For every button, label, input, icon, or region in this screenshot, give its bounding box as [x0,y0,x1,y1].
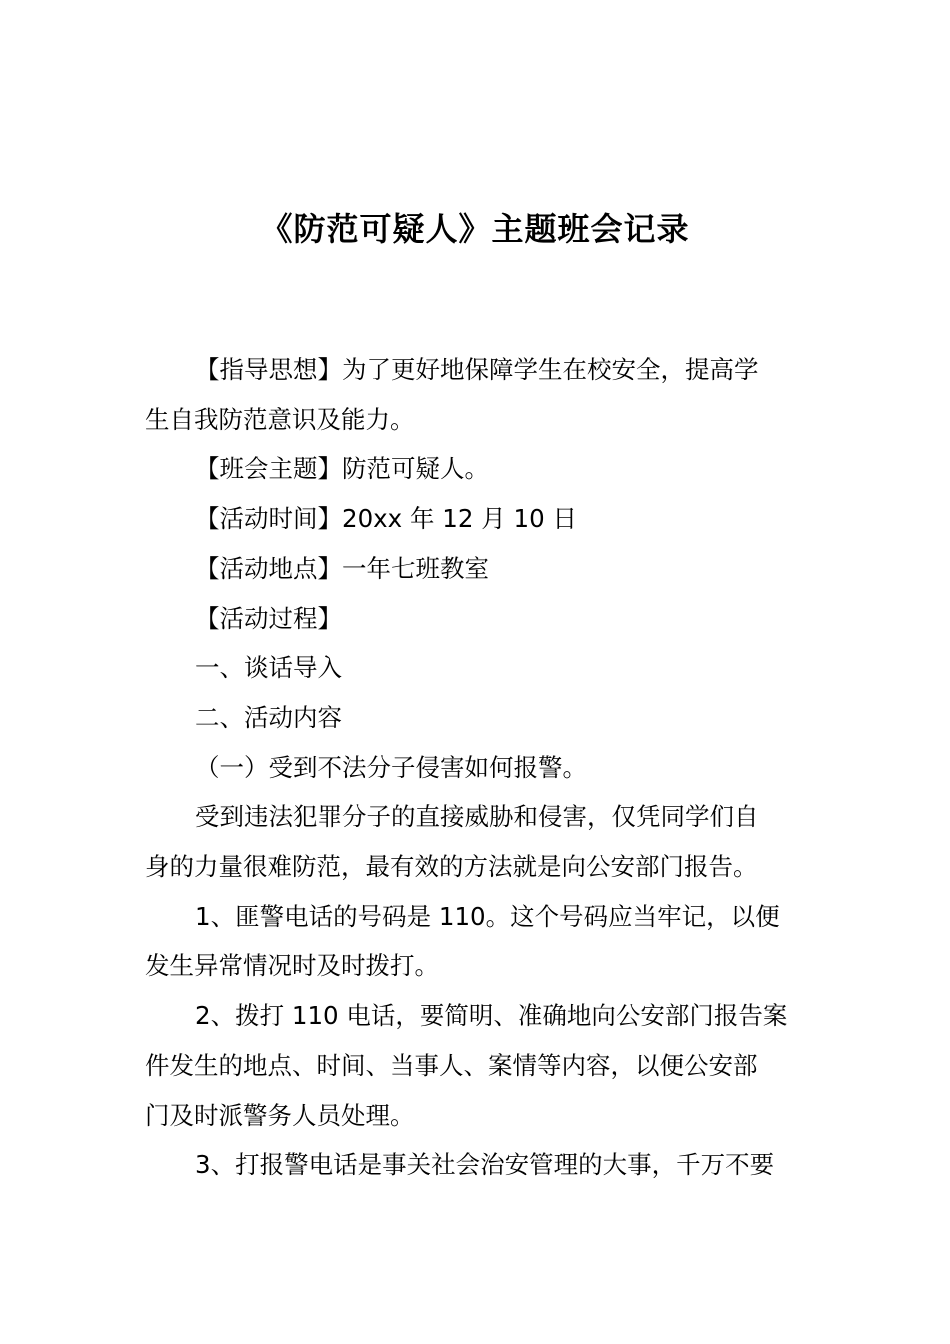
document-title: 《防范可疑人》主题班会记录 [260,210,690,248]
text-line: 【活动过程】 [195,603,342,633]
list-item-3 [145,1140,810,1190]
paragraph-activity-location [145,544,810,594]
paragraph-meeting-theme [145,444,810,494]
text-line: 1、匪警电话的号码是 110。这个号码应当牢记，以便 [195,901,780,931]
text-line: 生自我防范意识及能力。 [145,404,415,434]
text-line: 【活动时间】20xx 年 12 月 10 日 [195,504,577,534]
paragraph-report-intro [145,792,810,891]
section-heading-one [145,643,810,693]
text-line: 一、谈话导入 [195,653,342,683]
paragraph-guiding-idea [145,345,810,444]
text-line: 【指导思想】为了更好地保障学生在校安全，提高学 [195,355,759,384]
text-line: 发生异常情况时及时拨打。 [145,951,439,981]
text-line: 3、打报警电话是事关社会治安管理的大事，千万不要 [195,1150,775,1180]
document-body [145,345,810,1190]
text-line: 二、活动内容 [195,702,342,732]
text-line: 【班会主题】防范可疑人。 [195,454,489,484]
text-line: 身的力量很难防范，最有效的方法就是向公安部门报告。 [145,852,758,882]
section-heading-two [145,693,810,743]
text-line: 门及时派警务人员处理。 [145,1100,415,1130]
paragraph-activity-time [145,494,810,544]
text-line: 【活动地点】一年七班教室 [195,553,489,583]
subsection-heading [145,743,810,793]
paragraph-activity-process [145,594,810,644]
list-item-1 [145,892,810,991]
text-line: 受到违法犯罪分子的直接威胁和侵害，仅凭同学们自 [195,802,759,832]
list-item-2 [145,991,810,1140]
text-line: 件发生的地点、时间、当事人、案情等内容，以便公安部 [145,1050,758,1080]
text-line: 2、拨打 110 电话，要简明、准确地向公安部门报告案 [195,1001,788,1031]
text-line: （一）受到不法分子侵害如何报警。 [195,752,587,782]
